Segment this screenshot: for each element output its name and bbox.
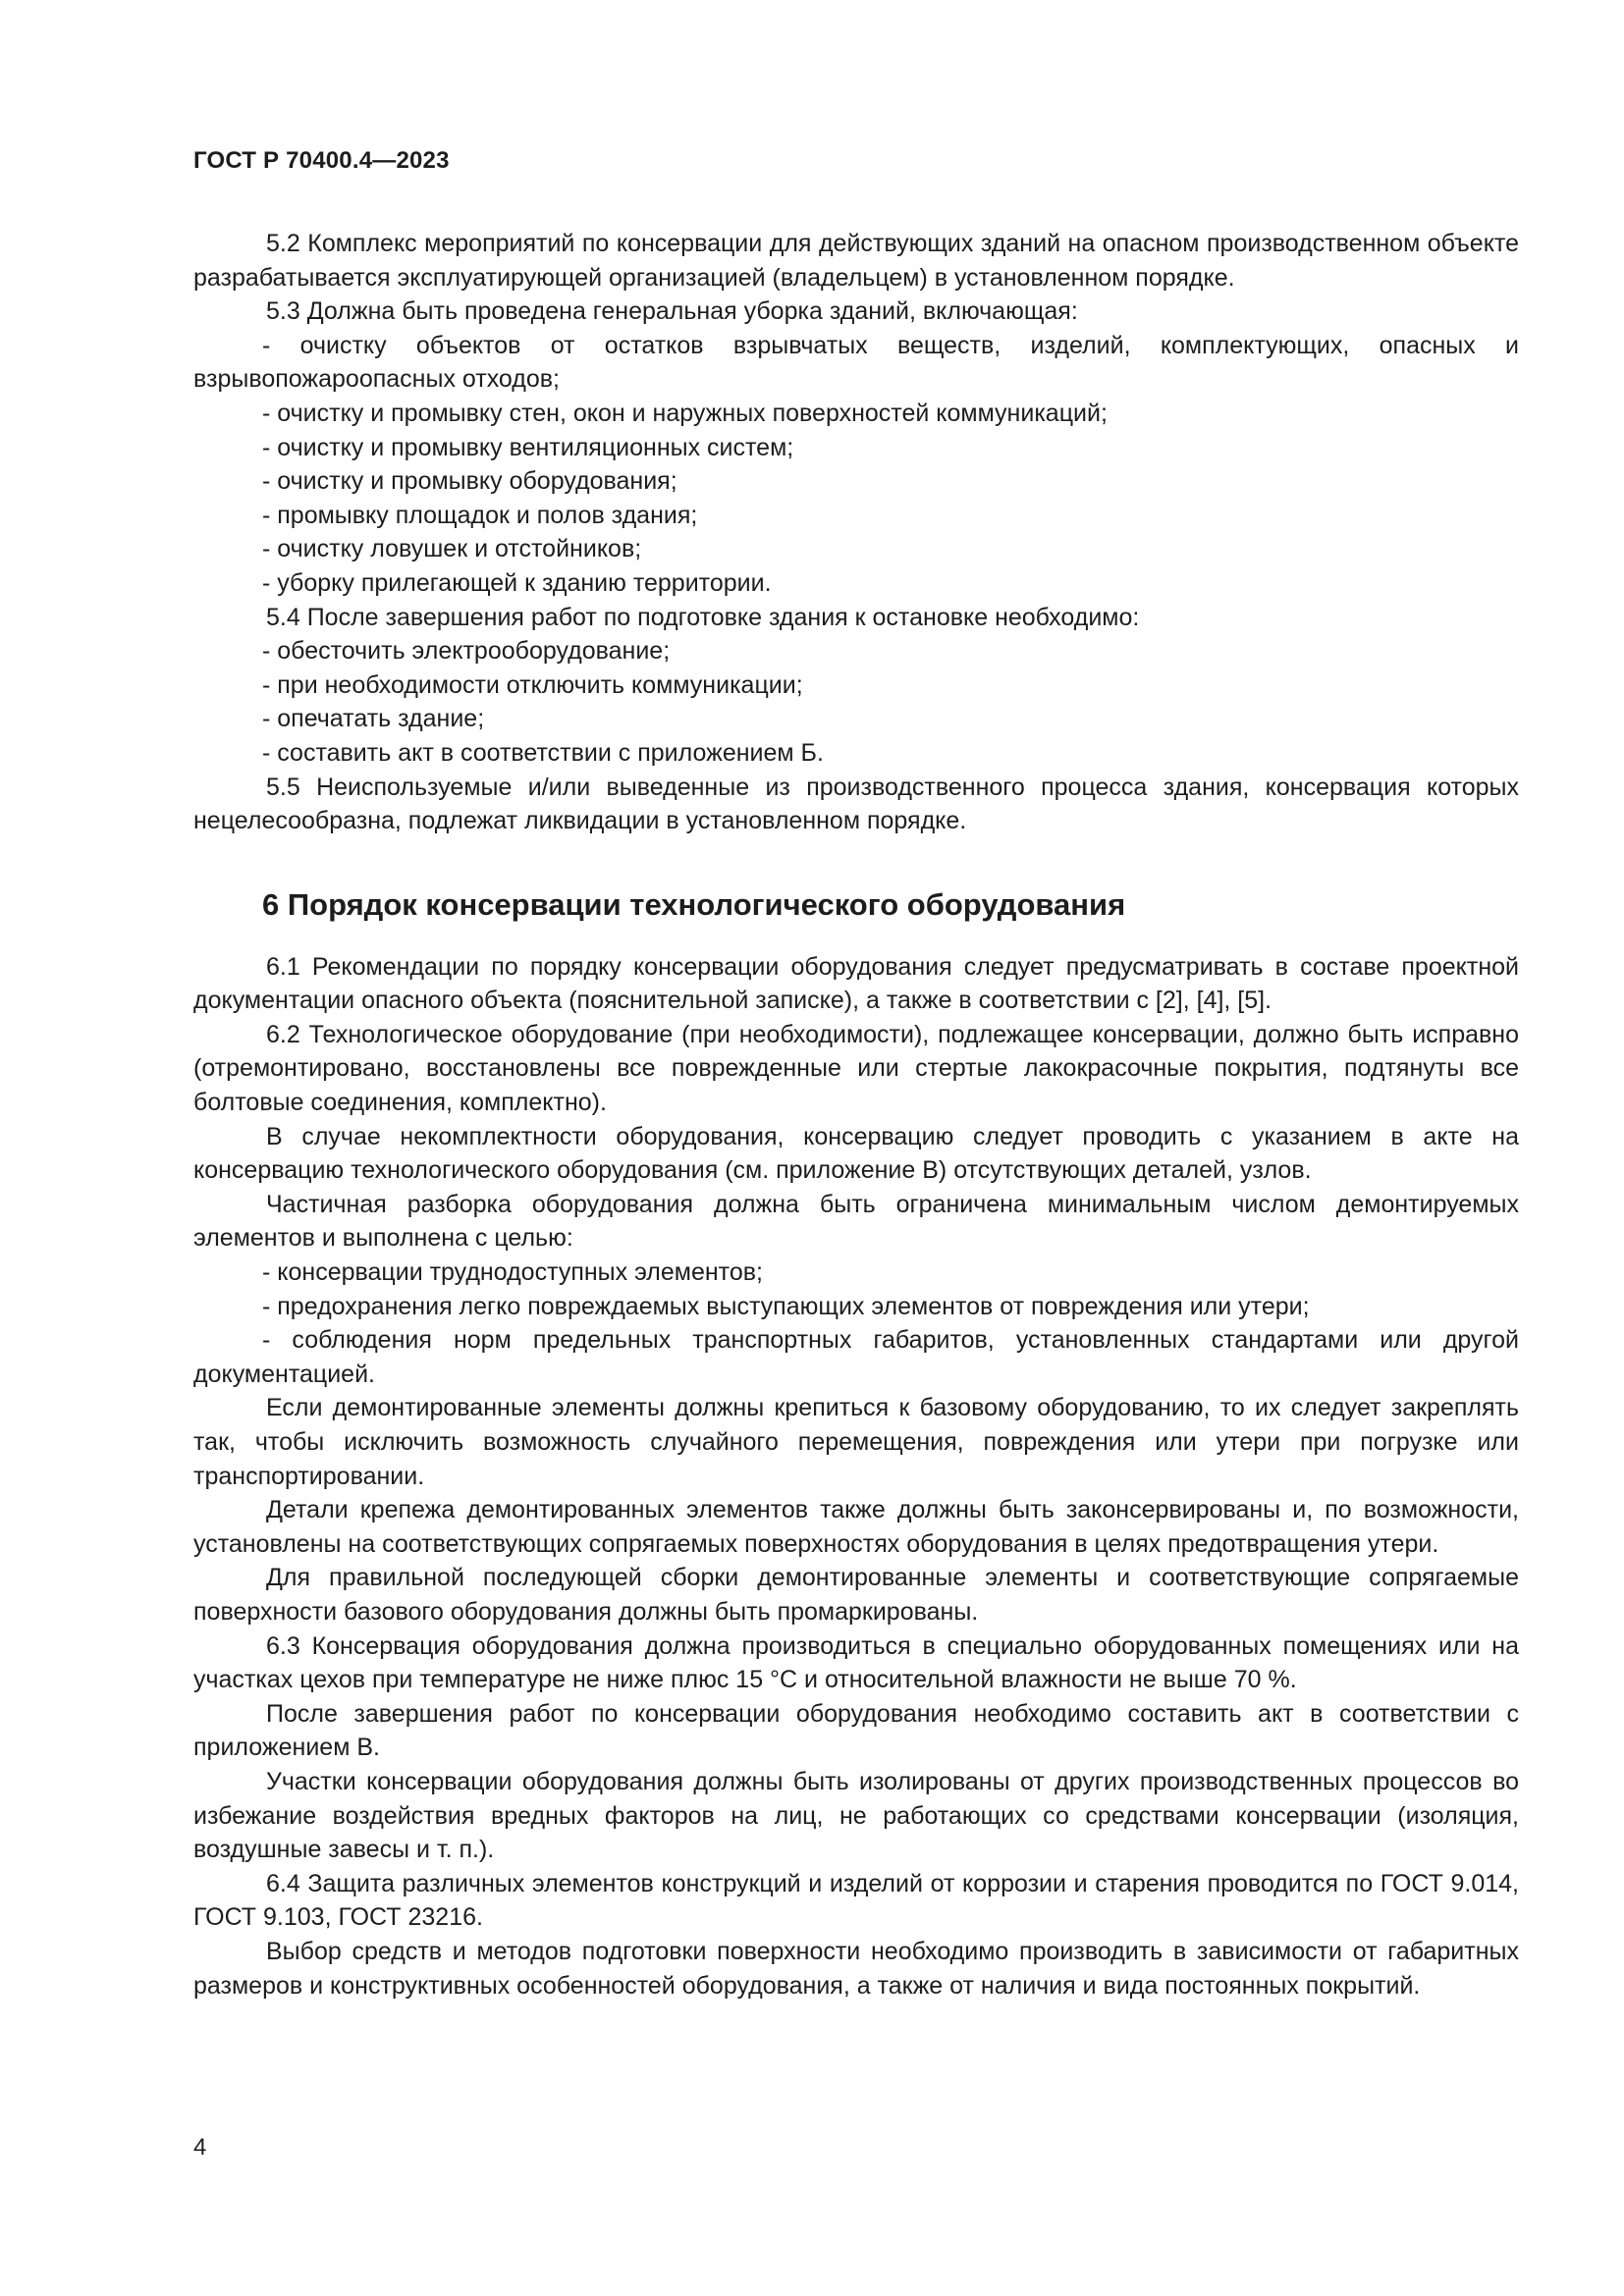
- list-item: - очистку объектов от остатков взрывчатых веществ, изделий, комплектующих, опасных и взрывопожароопасных отходов;: [193, 331, 1519, 394]
- paragraph: После завершения работ по консервации оборудования необходимо составить акт в соответствии с приложением В.: [193, 1699, 1519, 1762]
- paragraph-5-3: 5.3 Должна быть проведена генеральная уборка зданий, включающая:: [266, 297, 1078, 326]
- list-item: - очистку и промывку стен, окон и наружных поверхностей коммуникаций;: [262, 399, 1108, 427]
- paragraph-6-1: 6.1 Рекомендации по порядку консервации оборудования следует предусматривать в составе проектной документации опасного объекта (пояснительной записке), а также в соответствии с [2], [4], [5].: [193, 952, 1519, 1015]
- list-item: - предохранения легко повреждаемых выступающих элементов от повреждения или утери;: [262, 1292, 1310, 1320]
- list-item: - составить акт в соответствии с приложением Б.: [262, 738, 824, 767]
- list-item: - обесточить электрооборудование;: [262, 637, 671, 666]
- paragraph: В случае некомплектности оборудования, консервацию следует проводить с указанием в акте на консервацию технологического оборудования (см. приложение В) отсутствующих деталей, узлов.: [193, 1122, 1519, 1185]
- list-item: - консервации труднодоступных элементов;: [262, 1258, 763, 1287]
- paragraph: Частичная разборка оборудования должна быть ограничена минимальным числом демонтируемых элементов и выполнена с целью:: [193, 1190, 1519, 1253]
- paragraph-6-3: 6.3 Консервация оборудования должна производиться в специально оборудованных помещениях или на участках цехов при температуре не ниже плюс 15 °C и относительной влажности не выше 70 %.: [193, 1631, 1519, 1694]
- paragraph: Для правильной последующей сборки демонтированные элементы и соответствующие сопрягаемые поверхности базового оборудования должны быть промаркированы.: [193, 1564, 1519, 1626]
- paragraph: Выбор средств и методов подготовки поверхности необходимо производить в зависимости от габаритных размеров и конструктивных особенностей оборудования, а также от наличия и вида постоянных покрытий.: [193, 1937, 1519, 2000]
- list-item: - промывку площадок и полов здания;: [262, 501, 698, 529]
- page-number: 4: [193, 2134, 207, 2161]
- paragraph-6-4: 6.4 Защита различных элементов конструкций и изделий от коррозии и старения проводится по ГОСТ 9.014, ГОСТ 9.103, ГОСТ 23216.: [193, 1869, 1519, 1932]
- paragraph-5-4: 5.4 После завершения работ по подготовке здания к остановке необходимо:: [266, 603, 1140, 631]
- list-item: - соблюдения норм предельных транспортных габаритов, установленных стандартами или другой документацией.: [193, 1326, 1519, 1388]
- paragraph: Детали крепежа демонтированных элементов также должны быть законсервированы и, по возможности, установлены на соответствующих сопрягаемых поверхностях оборудования в целях предотвращения утери.: [193, 1496, 1519, 1558]
- list-item: - уборку прилегающей к зданию территории.: [262, 568, 772, 597]
- list-item: - опечатать здание;: [262, 705, 485, 733]
- list-item: - очистку и промывку вентиляционных систем;: [262, 433, 794, 461]
- document-header: ГОСТ Р 70400.4—2023: [193, 147, 450, 174]
- paragraph-6-2: 6.2 Технологическое оборудование (при необходимости), подлежащее консервации, должно быть исправно (отремонтировано, восстановлены все поврежденные или стертые лакокрасочные покрытия, подтянуты все болтовые соединения, комплектно).: [193, 1020, 1519, 1117]
- list-item: - очистку и промывку оборудования;: [262, 467, 677, 496]
- section-6-heading: 6 Порядок консервации технологического оборудования: [262, 886, 1126, 922]
- list-item: - очистку ловушек и отстойников;: [262, 535, 642, 563]
- paragraph: Участки консервации оборудования должны быть изолированы от других производственных процессов во избежание воздействия вредных факторов на лиц, не работающих со средствами консервации (изоляция, воздушные завесы и т. п.).: [193, 1767, 1519, 1864]
- document-body: [193, 227, 1519, 2002]
- list-item: - при необходимости отключить коммуникации;: [262, 670, 803, 699]
- paragraph: Если демонтированные элементы должны крепиться к базовому оборудованию, то их следует закреплять так, чтобы исключить возможность случайного перемещения, повреждения или утери при погрузке или транспортировании.: [193, 1394, 1519, 1490]
- paragraph-5-2: 5.2 Комплекс мероприятий по консервации для действующих зданий на опасном производственном объекте разрабатывается эксплуатирующей организацией (владельцем) в установленном порядке.: [193, 230, 1519, 292]
- paragraph-5-5: 5.5 Неиспользуемые и/или выведенные из производственного процесса здания, консервация которых нецелесообразна, подлежат ликвидации в установленном порядке.: [193, 773, 1519, 835]
